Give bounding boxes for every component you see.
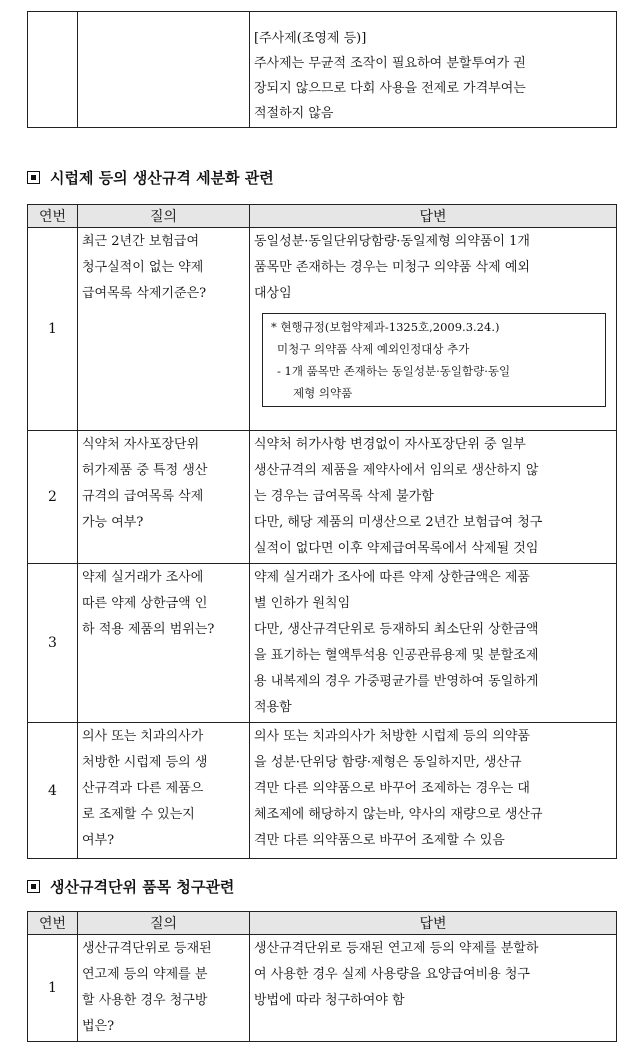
question-line: 처방한 시럽제 등의 생: [82, 755, 208, 770]
section2-table: [27, 911, 617, 1042]
header-answer: 답변: [250, 912, 617, 935]
header-question: 질의: [78, 912, 250, 935]
header-answer: 답변: [250, 205, 617, 228]
answer-line: 다만, 생산규격단위로 등재하되 최소단위 상한금액: [254, 622, 539, 637]
row-question: [78, 228, 250, 431]
question-line: 의사 또는 치과의사가: [82, 729, 204, 744]
answer-line: 의사 또는 치과의사가 처방한 시럽제 등의 의약품: [254, 729, 530, 744]
row-number: 1: [28, 228, 78, 431]
top-answer-title: [주사제(조영제 등)]: [254, 31, 367, 46]
answer-line: 약제 실거래가 조사에 따른 약제 상한금액은 제품: [254, 570, 530, 585]
answer-line: 격만 다른 의약품으로 바꾸어 조제할 수 있음: [254, 833, 505, 848]
answer-line: 을 성분·단위당 함량·제형은 동일하지만, 생산규: [254, 755, 522, 770]
answer-line: 생산규격의 제품을 제약사에서 임의로 생산하지 않: [254, 463, 539, 478]
row-number: 4: [28, 723, 78, 859]
header-question: 질의: [78, 205, 250, 228]
section2-heading: [27, 876, 234, 897]
row-question: [78, 564, 250, 723]
section1-heading: [27, 167, 274, 188]
row-answer: [250, 431, 617, 564]
question-line: 연고제 등의 약제를 분: [82, 967, 208, 982]
row-number: 1: [28, 935, 78, 1042]
row-question: [78, 723, 250, 859]
table-row: [28, 228, 617, 431]
row-answer: [250, 935, 617, 1042]
answer-line: 다만, 해당 제품의 미생산으로 2년간 보험급여 청구: [254, 515, 543, 530]
question-line: 생산규격단위로 등재된: [82, 941, 212, 956]
top-no-cell: [28, 12, 78, 128]
question-line: 가능 여부?: [82, 515, 144, 530]
row-number: 3: [28, 564, 78, 723]
header-no: 연번: [28, 912, 78, 935]
note-line: - 1개 품목만 존재하는 동일성분·동일함량·동일: [277, 364, 511, 378]
note-line: 미청구 의약품 삭제 예외인정대상 추가: [277, 342, 470, 356]
top-answer-line: 적절하지 않음: [254, 106, 334, 121]
note-line: 제형 의약품: [293, 386, 353, 400]
top-answer-line: 주사제는 무균적 조작이 필요하여 분할투여가 권: [254, 56, 526, 71]
question-line: 여부?: [82, 833, 115, 848]
answer-line: 식약처 허가사항 변경없이 자사포장단위 중 일부: [254, 437, 526, 452]
answer-line: 품목만 존재하는 경우는 미청구 의약품 삭제 예외: [254, 260, 530, 275]
question-line: 청구실적이 없는 약제: [82, 260, 204, 275]
question-line: 따른 약제 상한금액 인: [82, 596, 208, 611]
answer-line: 대상임: [254, 286, 292, 301]
section1-heading-text: 시럽제 등의 생산규격 세분화 관련: [50, 169, 274, 187]
row-answer: [250, 723, 617, 859]
question-line: 최근 2년간 보험급여: [82, 234, 199, 249]
top-question-cell: [78, 12, 250, 128]
table-row: [28, 564, 617, 723]
answer-line: 격만 다른 의약품으로 바꾸어 조제하는 경우는 대: [254, 781, 530, 796]
question-line: 약제 실거래가 조사에: [82, 570, 204, 585]
question-line: 하 적용 제품의 범위는?: [82, 622, 215, 637]
answer-line: 체조제에 해당하지 않는바, 약사의 재량으로 생산규: [254, 807, 543, 822]
row-number: 2: [28, 431, 78, 564]
top-answer-line: 장되지 않으므로 다회 사용을 전제로 가격부여는: [254, 81, 526, 96]
table-row: [28, 935, 617, 1042]
table-row: [28, 431, 617, 564]
row-question: [78, 431, 250, 564]
question-line: 식약처 자사포장단위: [82, 437, 200, 452]
answer-line: 용 내복제의 경우 가중평균가를 반영하여 동일하게: [254, 674, 539, 689]
question-line: 할 사용한 경우 청구방: [82, 993, 208, 1008]
question-line: 규격의 급여목록 삭제: [82, 489, 204, 504]
answer-line: 동일성분·동일단위당함량·동일제형 의약품이 1개: [254, 234, 530, 249]
question-line: 허가제품 중 특정 생산: [82, 463, 208, 478]
header-no: 연번: [28, 205, 78, 228]
answer-line: 적용함: [254, 700, 292, 715]
question-line: 급여목록 삭제기준은?: [82, 286, 207, 301]
regulation-note-box: [262, 313, 606, 407]
answer-line: 실적이 없다면 이후 약제급여목록에서 삭제될 것임: [254, 541, 539, 556]
table-row: [28, 723, 617, 859]
top-answer-cell: [250, 12, 617, 128]
answer-line: 는 경우는 급여목록 삭제 불가함: [254, 489, 434, 504]
row-question: [78, 935, 250, 1042]
answer-line: 방법에 따라 청구하여야 함: [254, 993, 405, 1008]
question-line: 로 조제할 수 있는지: [82, 807, 195, 822]
square-bullet-icon: [27, 171, 40, 184]
answer-line: 생산규격단위로 등재된 연고제 등의 약제를 분할하: [254, 941, 539, 956]
top-table: [27, 11, 617, 128]
question-line: 법은?: [82, 1019, 115, 1034]
row-answer: [250, 228, 617, 431]
square-bullet-icon: [27, 880, 40, 893]
answer-line: 여 사용한 경우 실제 사용량을 요양급여비용 청구: [254, 967, 530, 982]
note-line: * 현행규정(보험약제과-1325호,2009.3.24.): [271, 320, 500, 334]
question-line: 산규격과 다른 제품으: [82, 781, 204, 796]
answer-line: 을 표기하는 혈액투석용 인공관류용제 및 분할조제: [254, 648, 539, 663]
answer-line: 별 인하가 원칙임: [254, 596, 351, 611]
row-answer: [250, 564, 617, 723]
section1-table: [27, 204, 617, 859]
section2-heading-text: 생산규격단위 품목 청구관련: [50, 878, 235, 896]
